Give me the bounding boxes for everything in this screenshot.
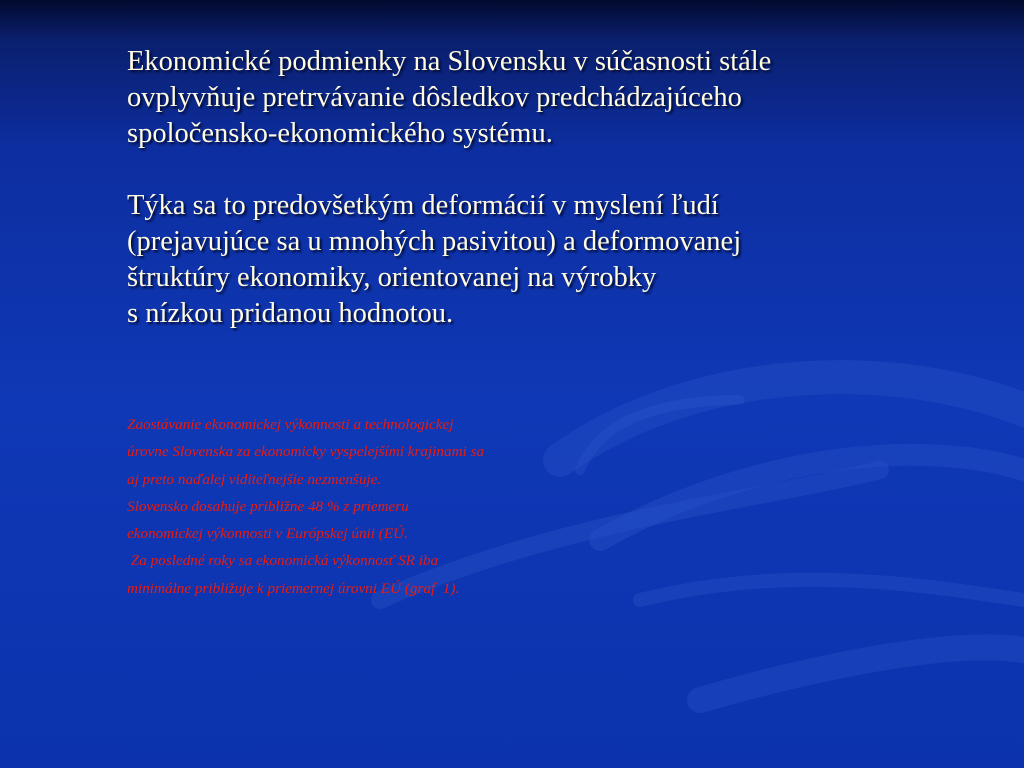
text-line: s nízkou pridanou hodnotou. xyxy=(127,298,454,329)
note-economic-performance xyxy=(127,411,607,602)
note-line: ekonomickej výkonnosti v Európskej únii (EÚ. xyxy=(127,525,408,543)
paragraph-deformations xyxy=(127,188,977,332)
note-line: Zaostávanie ekonomickej výkonnosti a technologickej xyxy=(127,416,454,433)
text-line: štruktúry ekonomiky, orientovanej na výrobky xyxy=(127,262,657,293)
note-line: minimálne približuje k priemernej úrovni EÚ (graf 1). xyxy=(127,579,460,597)
main-content xyxy=(127,44,977,332)
text-line: Týka sa to predovšetkým deformácií v myslení ľudí xyxy=(127,190,719,221)
text-line: ovplyvňuje pretrvávanie dôsledkov predchádzajúceho xyxy=(127,82,742,113)
note-line: Za posledné roky sa ekonomická výkonnosť SR iba xyxy=(127,552,439,570)
note-line: Slovensko dosahuje približne 48 % z priemeru xyxy=(127,497,409,515)
text-line: (prejavujúce sa u mnohých pasivitou) a deformovanej xyxy=(127,226,742,257)
note-line: aj preto naďalej viditeľnejšie nezmenšuje. xyxy=(127,470,382,488)
note-line: úrovne Slovenska za ekonomicky vyspelejšími krajinami sa xyxy=(127,443,485,461)
paragraph-economic-conditions xyxy=(127,44,977,152)
text-line: Ekonomické podmienky na Slovensku v súčasnosti stále xyxy=(127,46,772,77)
text-line: spoločensko-ekonomického systému. xyxy=(127,118,553,149)
